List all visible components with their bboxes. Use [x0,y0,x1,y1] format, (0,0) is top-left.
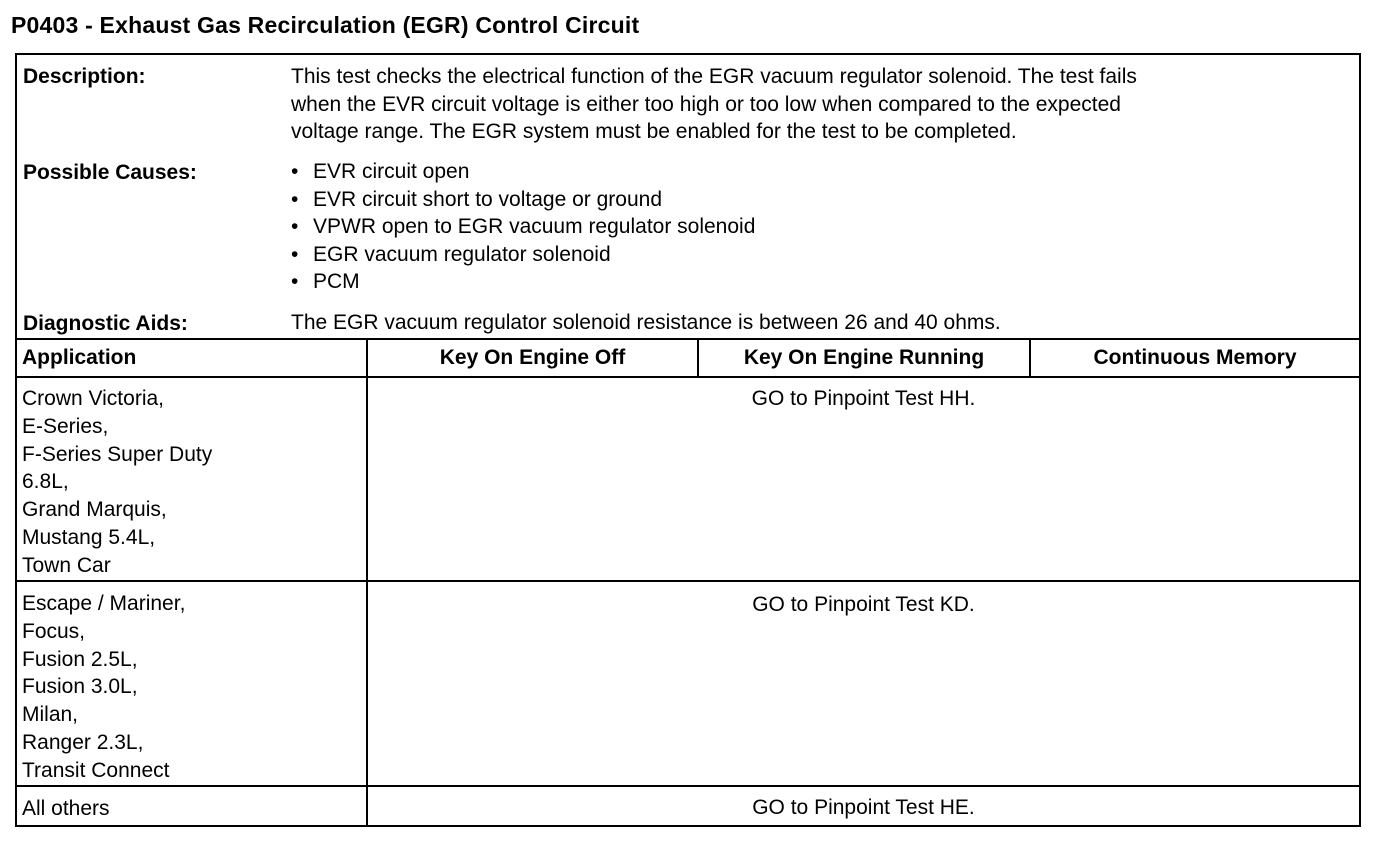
application-line: Fusion 3.0L, [22,675,138,699]
diagnostic-aids-label: Diagnostic Aids: [23,312,188,335]
cause-item: • VPWR open to EGR vacuum regulator solenoid [291,213,755,241]
row-divider [17,580,1359,582]
application-cell [22,385,212,580]
application-cell [22,795,110,823]
application-line: Ranger 2.3L, [22,730,144,754]
cause-item: • EVR circuit open [291,158,755,186]
cause-item: • EGR vacuum regulator solenoid [291,241,755,269]
application-line: Mustang 5.4L, [22,525,156,549]
application-line: Crown Victoria, [22,387,164,410]
application-line: F-Series Super Duty [22,442,213,466]
description-line: voltage range. The EGR system must be enabled for the test to be completed. [291,120,1017,143]
application-line: Transit Connect [22,758,170,782]
row-divider [17,785,1359,787]
column-header-koeo: Key On Engine Off [439,346,626,369]
application-line: Milan, [22,703,79,727]
application-line: Fusion 2.5L, [22,647,138,671]
cause-item: • EVR circuit short to voltage or ground [291,186,755,214]
application-line: Grand Marquis, [22,498,167,522]
application-line: Focus, [22,619,86,643]
description-label: Description: [23,65,146,88]
page-title: P0403 - Exhaust Gas Recirculation (EGR) Control Circuit [11,12,640,38]
action-cell: GO to Pinpoint Test KD. [752,593,975,616]
description-text [291,63,1137,146]
diagnostic-aids-text: The EGR vacuum regulator solenoid resistance is between 26 and 40 ohms. [291,311,1001,334]
cause-item: • PCM [291,268,755,296]
column-header-continuous-memory: Continuous Memory [1093,346,1297,369]
application-line: Town Car [22,553,111,577]
possible-causes-label: Possible Causes: [23,161,197,184]
application-line: E-Series, [22,414,109,438]
application-line: Escape / Mariner, [22,592,186,615]
column-header-koer: Key On Engine Running [743,346,985,369]
application-line: All others [22,797,110,820]
application-line: 6.8L, [22,470,69,494]
header-bottom-divider [17,376,1359,378]
description-line: when the EVR circuit voltage is either too high or too low when compared to the expected [291,92,1121,116]
possible-causes-list [291,158,755,296]
application-column-divider [366,338,368,827]
action-cell: GO to Pinpoint Test HH. [751,387,976,410]
application-cell [22,590,185,785]
header-top-divider [17,338,1359,340]
dtc-info-table [15,53,1361,827]
description-line: This test checks the electrical function of the EGR vacuum regulator solenoid. The test fails [291,65,1137,88]
column-header-application: Application [22,346,137,369]
action-cell: GO to Pinpoint Test HE. [752,796,975,819]
